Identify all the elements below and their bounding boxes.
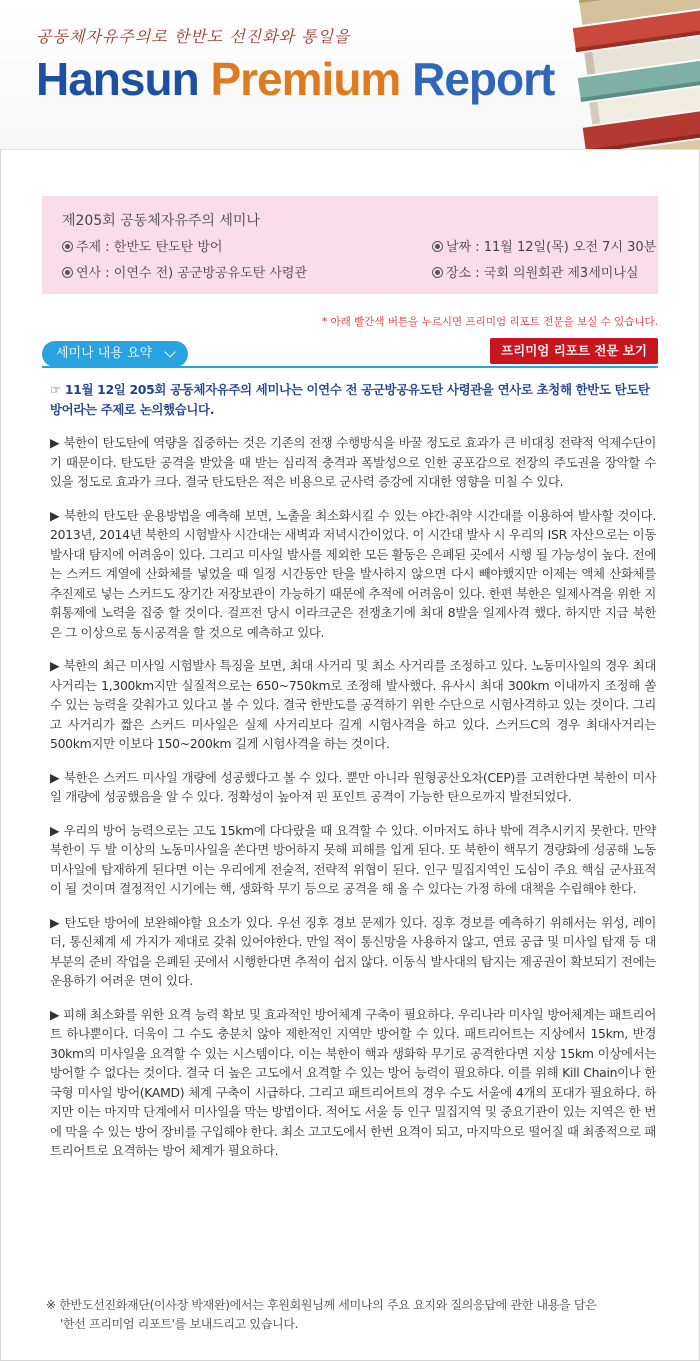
seminar-speaker-text: 연사 : 이연수 전) 공군방공유도탄 사령관 bbox=[76, 266, 308, 281]
brand-logo bbox=[36, 52, 554, 106]
seminar-info-box bbox=[42, 196, 658, 294]
report-header bbox=[0, 0, 700, 150]
pointing-hand-icon: ☞ bbox=[50, 382, 61, 397]
summary-paragraph-5: ▶ 우리의 방어 능력으로는 고도 15km에 다다랐을 때 요격할 수 있다. 이마저도 하나 밖에 격추시키지 못한다. 만약 북한이 두 발 이상의 노동미사일을 쏜다면 방어하지 못해 피해를 입게 된다. 또 북한이 핵무기 경량화에 성공해 노동미사일에 탑재하게 된다면 이는 우리에게 전술적, 전략적 위협이 된다. 인구 밀집지역인 도심이 주요 핵심 군사표적이 될 것이며 결정적인 시기에는 핵, 생화학 무기 등으로 공격을 해 올 수 있다는 가정 하에 대책을 수립해야 한다. bbox=[50, 822, 656, 896]
seminar-date-text: 날짜 : 11월 12일(목) 오전 7시 30분 bbox=[446, 240, 657, 255]
chevron-down-icon bbox=[164, 346, 175, 357]
footer-line-1: ※ 한반도선진화재단(이사장 박재완)에서는 후원회원님께 세미나의 주요 요지와 질의응답에 관한 내용을 담은 bbox=[46, 1298, 597, 1312]
summary-paragraph-1: ▶ 북한이 탄도탄에 역량을 집중하는 것은 기존의 전쟁 수행방식을 바꿀 정도로 효과가 큰 비대칭 전략적 억제수단이기 때문이다. 탄도탄 공격을 받았을 때 받는 심리적 충격과 폭발성으로 인한 공포감으로 전장의 주도권을 장악할 수 있을 정도로 효과가 크다. 결국 탄도탄은 적은 비용으로 군사력 증강에 지대한 영향을 미칠 수 있다. bbox=[50, 435, 656, 489]
summary-paragraph-4: ▶ 북한은 스커드 미사일 개량에 성공했다고 볼 수 있다. 뿐만 아니라 원형공산오차(CEP)를 고려한다면 북한이 미사일 개량에 성공했음을 알 수 있다. 정확성이 높아져 핀 포인트 공격이 가능한 탄으로까지 발전되었다. bbox=[50, 769, 656, 804]
footer-note bbox=[46, 1296, 666, 1334]
seminar-place-text: 장소 : 국회 의원회관 제3세미나실 bbox=[446, 266, 639, 281]
premium-notice: * 아래 빨간색 버튼을 누르시면 프리미엄 리포트 전문을 보실 수 있습니다. bbox=[321, 316, 658, 328]
summary-tab-label: 세미나 내용 요약 bbox=[56, 346, 153, 361]
seminar-place bbox=[432, 262, 638, 281]
lead-text: 11월 12일 205회 공동체자유주의 세미나는 이연수 전 공군방공유도탄 사령관을 연사로 초청해 한반도 탄도탄 방어라는 주제로 논의했습니다. bbox=[50, 382, 650, 417]
summary-paragraph-7: ▶ 피해 최소화를 위한 요격 능력 확보 및 효과적인 방어체계 구축이 필요하다. 우리나라 미사일 방어체계는 패트리어트 하나뿐이다. 더욱이 그 수도 충분치 않아 제한적인 지역만 방어할 수 있다. 패트리어트는 지상에서 15km, 반경 30km의 미사일을 요격할 수 있는 시스템이다. 이는 북한이 핵과 생화학 무기로 공격한다면 지상 15km 이상에서는 방어할 수 없다는 것이다. 결국 더 높은 고도에서 요격할 수 있는 방어 능력이 필요하다. 이를 위해 Kill Chain이나 한국형 미사일 방어(KAMD) 체계 구축이 시급하다. 그리고 패트리어트의 경우 수도 서울에 4개의 포대가 필요하다. 하지만 이는 마지막 단계에서 미사일을 막는 방법이다. 적어도 서울 등 인구 밀집지역 및 중요기관이 있는 지역은 한 번에 막을 수 있는 방어 장비를 구입해야 한다. 최소 고고도에서 한번 요격이 되고, 마지막으로 떨어질 때 최종적으로 패트리어트로 요격하는 방어 체계가 필요하다. bbox=[50, 1006, 656, 1158]
summary-tab[interactable] bbox=[42, 341, 188, 367]
summary-paragraph-3: ▶ 북한의 최근 미사일 시험발사 특징을 보면, 최대 사거리 및 최소 사거리를 조정하고 있다. 노동미사일의 경우 최대 사거리는 1,300km지만 실질적으로는 650~750km로 조정해 발사했다. 유사시 최대 300km 이내까지 조정해 쏠 수 있는 능력을 갖춰가고 있다고 볼 수 있다. 결국 한반도를 공격하기 위한 수단으로 시험사격하고 있는 것이다. 그리고 사거리가 짧은 스커드 미사일은 실제 사거리보다 길게 시험사격을 하고 있다. 스커드C의 경우 최대사거리는 500km지만 이보다 150~200km 길게 시험사격을 하는 것이다. bbox=[50, 658, 656, 751]
summary-paragraph-2: ▶ 북한의 탄도탄 운용방법을 예측해 보면, 노출을 최소화시킬 수 있는 야간·취약 시간대를 이용하여 발사할 것이다. 2013년, 2014년 북한의 시험발사 시간대는 새벽과 저녁시간이었다. 이 시간대 발사 시 우리의 ISR 자산으로는 이동발사대 탐지에 어려움이 있다. 그리고 미사일 발사를 제외한 모든 활동은 은폐된 곳에서 시행 될 가능성이 높다. 전에는 스커드 계열에 산화체를 넣었을 때 일정 시간동안 탄을 발사하지 않으면 다시 빼야했지만 이제는 액체 산화체를 추진제로 넣는 스커드도 장기간 저장보관이 가능하기 때문에 추적에 어려움이 있다. 한편 북한은 일제사격을 위한 지휘통제에 노력을 집중 할 것이다. 걸프전 당시 이라크군은 전쟁초기에 최대 8발을 일제사격 했다. 하지만 지금 북한은 그 이상으로 동시공격을 할 것으로 예측하고 있다. bbox=[50, 507, 656, 640]
circle-bullet-icon bbox=[432, 267, 443, 278]
circle-bullet-icon bbox=[62, 241, 73, 252]
summary-content bbox=[50, 380, 656, 1175]
books-illustration bbox=[530, 0, 700, 150]
slogan: 공동체자유주의로 한반도 선진화와 통일을 bbox=[36, 27, 351, 46]
footer-line-2: '한선 프리미엄 리포트'를 보내드리고 있습니다. bbox=[60, 1317, 299, 1331]
brand-word-hansun: Hansun bbox=[36, 53, 199, 105]
lead-paragraph bbox=[50, 380, 656, 419]
brand-word-report: Report bbox=[412, 53, 555, 105]
seminar-speaker bbox=[62, 262, 307, 281]
brand-word-premium: Premium bbox=[210, 53, 401, 105]
seminar-title: 제205회 공동체자유주의 세미나 bbox=[62, 213, 260, 229]
seminar-date bbox=[432, 236, 656, 255]
circle-bullet-icon bbox=[432, 241, 443, 252]
summary-paragraph-6: ▶ 탄도탄 방어에 보완해야할 요소가 있다. 우선 징후 경보 문제가 있다. 징후 경보를 예측하기 위해서는 위성, 레이더, 통신체계 세 가지가 제대로 갖춰 있어야한다. 만일 적이 통신망을 사용하지 않고, 연료 공급 및 미사일 탑재 등 대부분의 준비 작업을 은폐된 곳에서 시행한다면 추적이 쉽지 않다. 이동식 발사대의 탐지는 제공권이 확보되기 전에는 운용하기 어려운 면이 있다. bbox=[50, 914, 656, 988]
seminar-topic bbox=[62, 236, 223, 255]
circle-bullet-icon bbox=[62, 267, 73, 278]
premium-report-button[interactable]: 프리미엄 리포트 전문 보기 bbox=[490, 338, 658, 364]
summary-divider bbox=[42, 366, 658, 368]
seminar-topic-text: 주제 : 한반도 탄도탄 방어 bbox=[76, 240, 223, 255]
